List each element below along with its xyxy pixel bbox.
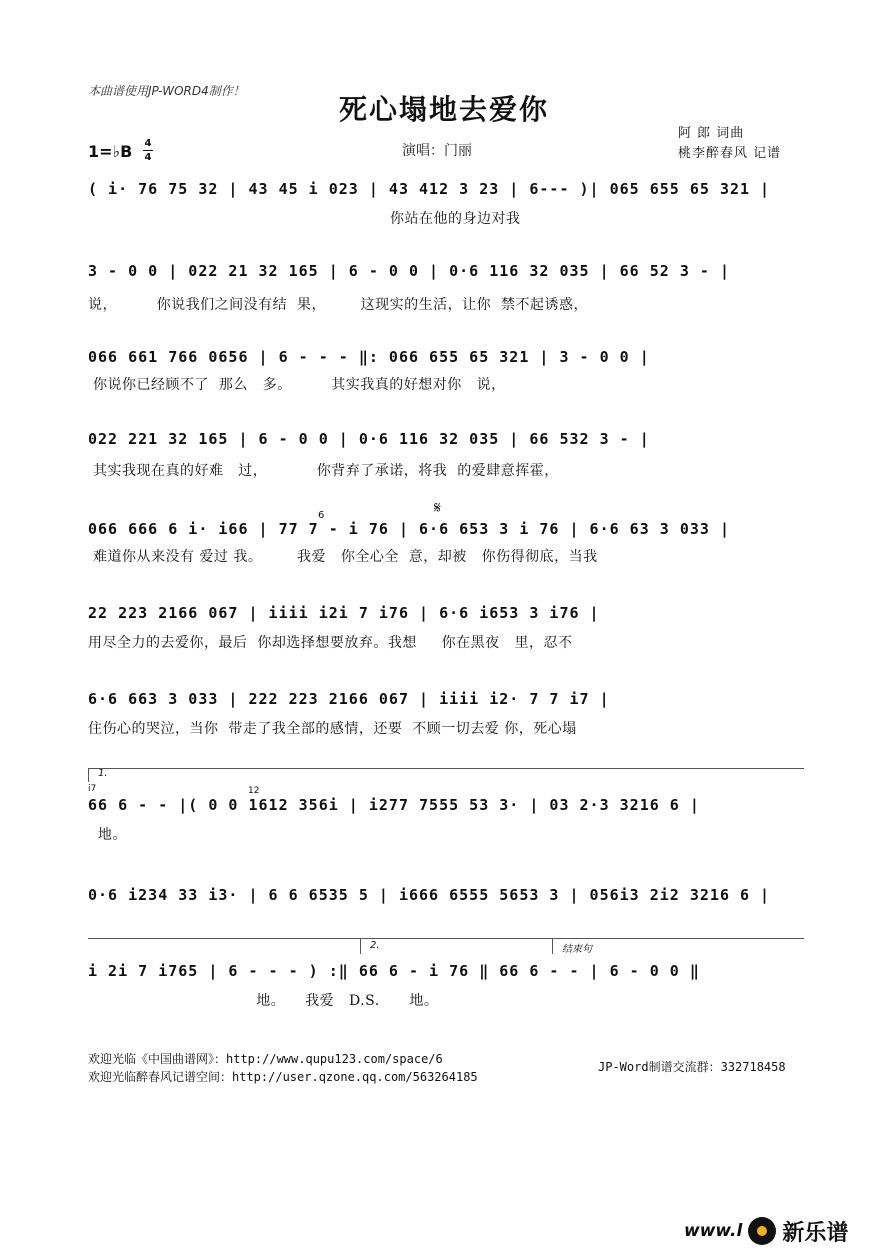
volta-1-bracket [88,768,804,769]
watermark-name: 新乐谱 [782,1220,849,1246]
lyricist-composer-credit: 阿 郎 词曲 [678,126,745,141]
time-signature-top: 4 [144,138,152,149]
transcriber-credit: 桃李醉春风 记谱 [678,146,782,161]
notation-line-5: 066 666 6 i· i66 | 77 7 - i 76 | 6·6 653 3 i 76 | 6·6 63 3 033 | [88,520,730,538]
notation-line-3: 066 661 766 0656 | 6 - - - ‖: 066 655 65 321 | 3 - 0 0 | [88,348,650,366]
volta-2-label: 2. [370,940,380,951]
lyric-line-8: 地。 [88,827,127,843]
time-signature [143,138,153,163]
notation-line-1: ( i· 76 75 32 | 43 45 i 023 | 43 412 3 23 | 6--- )| 065 655 65 321 | [88,180,771,198]
song-title: 死心塌地去爱你 [338,93,549,126]
triplet-marker: 6 [318,510,325,521]
footer-link-qupu[interactable]: 欢迎光临《中国曲谱网》：http://www.qupu123.com/space/6 [88,1052,443,1066]
ending-label: 结束句 [562,944,592,955]
lyric-line-4: 其实我现在真的好难 过， 你背弃了承诺，将我 的爱肆意挥霍， [88,463,559,479]
grace-note-1: i7 [88,784,97,794]
software-note: 本曲谱使用JP-WORD4制作！ [88,84,245,98]
key-signature: 1=♭B [88,142,133,161]
notation-line-8: 66 6 - - |( 0 0 1612 356i | i277 7555 53 3· | 03 2·3 3216 6 | [88,796,700,814]
volta-1-label: 1. [98,768,108,779]
volta-2-start-tick [360,938,361,954]
lyric-line-7: 住伤心的哭泣，当你 带走了我全部的感情，还要 不顾一切去爱 你，死心塌 [88,721,577,737]
lyric-line-5: 难道你从来没有 爱过 我。 我爱 你全心全 意，却被 你伤得彻底，当我 [88,549,598,565]
site-watermark [684,1214,848,1248]
notation-line-2: 3 - 0 0 | 022 21 32 165 | 6 - 0 0 | 0·6 116 32 035 | 66 52 3 - | [88,262,730,280]
grace-note-2: 12 [248,786,260,796]
lyric-line-6: 用尽全力的去爱你，最后 你却选择想要放弃。我想 你在黑夜 里，忍不 [88,635,573,651]
footer-link-qzone[interactable]: 欢迎光临醉春风记谱空间：http://user.qzone.qq.com/563264185 [88,1070,478,1084]
lyric-line-2: 说， 你说我们之间没有结 果， 这现实的生活，让你 禁不起诱惑， [88,297,589,313]
time-signature-bottom: 4 [144,152,152,163]
notation-line-7: 6·6 663 3 033 | 222 223 2166 067 | iiii i2· 7 7 i7 | [88,690,610,708]
lyric-line-1: 你站在他的身边对我 [88,211,521,227]
notation-line-9: 0·6 i234 33 i3· | 6 6 6535 5 | i666 6555 5653 3 | 056i3 2i2 3216 6 | [88,886,771,904]
lyric-line-10: 地。 我爱 D.S. 地。 [88,993,439,1009]
singer-credit: 演唱：门丽 [402,143,472,159]
record-logo-icon [748,1217,776,1245]
footer-qq-group: JP-Word制谱交流群：332718458 [598,1060,786,1074]
volta-1-start-tick [88,768,89,782]
segno-sign: 𝄋 [434,498,441,517]
notation-line-4: 022 221 32 165 | 6 - 0 0 | 0·6 116 32 035 | 66 532 3 - | [88,430,650,448]
time-signature-bar [143,150,153,151]
lyric-line-3: 你说你已经顾不了 那么 多。 其实我真的好想对你 说， [88,377,506,393]
notation-line-10: i 2i 7 i765 | 6 - - - ) :‖ 66 6 - i 76 ‖ 66 6 - - | 6 - 0 0 ‖ [88,962,700,980]
watermark-url: www.l [684,1221,743,1241]
volta-2-bracket [88,938,804,939]
ending-start-tick [552,938,553,954]
notation-line-6: 22 223 2166 067 | iiii i2i 7 i76 | 6·6 i653 3 i76 | [88,604,600,622]
